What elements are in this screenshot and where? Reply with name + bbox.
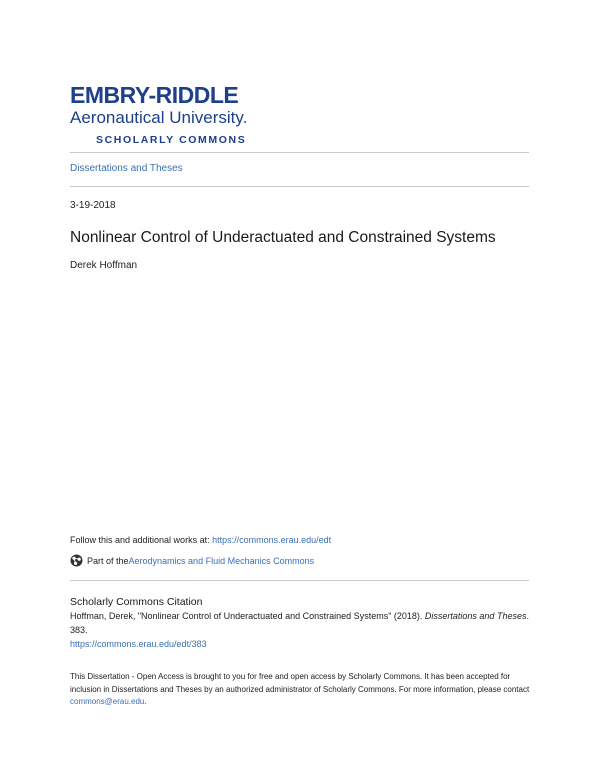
document-title: Nonlinear Control of Underactuated and Constrained Systems xyxy=(70,229,496,246)
divider xyxy=(70,152,529,153)
part-of-line xyxy=(70,554,314,567)
citation-body xyxy=(70,609,530,651)
divider xyxy=(70,186,529,187)
follow-prefix: Follow this and additional works at: xyxy=(70,535,213,545)
citation-journal: Dissertations and Theses xyxy=(424,611,527,621)
citation-text: Hoffman, Derek, "Nonlinear Control of Underactuated and Constrained Systems" (2018). xyxy=(70,611,425,621)
author-name: Derek Hoffman xyxy=(70,260,138,271)
logo-subtitle: Aeronautical University. xyxy=(70,108,248,127)
access-notice-text: This Dissertation - Open Access is brought to you for free and open access by Scholarly Commons. It has been accepted for inclusion in Dissertations and Theses by an authorized administrator of Scholarly Commons. For more information, please contact xyxy=(70,672,530,694)
follow-line xyxy=(70,535,331,545)
logo-wordmark: EMBRY-RIDDLE xyxy=(70,82,239,108)
part-of-prefix: Part of the xyxy=(87,555,129,566)
contact-email-link[interactable]: commons@erau.edu xyxy=(70,697,145,706)
access-notice xyxy=(70,671,530,709)
series-link[interactable]: Dissertations and Theses xyxy=(70,163,183,174)
logo-repository-name: SCHOLARLY COMMONS xyxy=(96,134,247,146)
university-logo xyxy=(70,84,310,146)
publication-date: 3-19-2018 xyxy=(70,200,116,211)
access-notice-end: . xyxy=(144,697,147,706)
citation-heading: Scholarly Commons Citation xyxy=(70,596,203,608)
divider xyxy=(70,580,529,581)
citation-url-link[interactable]: https://commons.erau.edu/edt/383 xyxy=(70,639,207,649)
citation-number: . 383. xyxy=(70,611,529,635)
discipline-link[interactable]: Aerodynamics and Fluid Mechanics Commons xyxy=(128,555,315,566)
follow-url-link[interactable]: https://commons.erau.edu/edt xyxy=(212,535,332,545)
network-icon xyxy=(70,554,83,567)
